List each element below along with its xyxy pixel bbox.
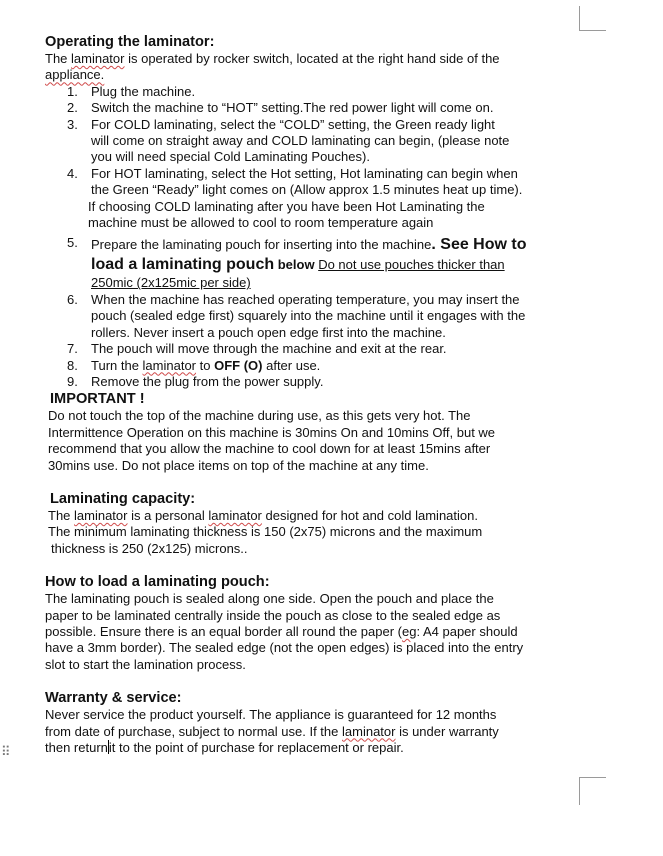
list-item: 5. Prepare the laminating pouch for inserting into the machine. See How to load a laminating pouch below Do not use pouches thicker than 250mic (2x125mic per side) xyxy=(67,235,527,291)
warranty-heading: Warranty & service: xyxy=(45,690,182,707)
list-item: 7. The pouch will move through the machine and exit at the rear. xyxy=(67,341,447,357)
crop-mark-top-right-horizontal xyxy=(579,30,606,31)
capacity-text: The laminator is a personal laminator designed for hot and cold lamination. The minimum laminating thickness is 150 (2x75) microns and the maximum thickness is 250 (2x125) microns.. xyxy=(48,507,483,556)
operating-intro-cont: appliance. xyxy=(45,67,105,83)
list-item: 4. For HOT laminating, select the Hot setting, Hot laminating can begin when the Green “Ready” light comes on (Allow approx 1.5 minutes heat up time). If choosing COLD laminating after you have been Hot Laminating the machine must be allowed to cool to room temperature again xyxy=(67,165,523,231)
list-item: 3. For COLD laminating, select the “COLD” setting, the Green ready light will come on straight away and COLD laminating can begin, (please note you will need special Cold Laminating Pouches). xyxy=(67,116,510,165)
crop-mark-bottom-right-horizontal xyxy=(579,777,606,778)
drag-handle-icon[interactable]: ⠿ xyxy=(1,744,9,759)
list-item: 6. When the machine has reached operating temperature, you may insert the pouch (sealed edge first) squarely into the machine until it engages with the rollers. Never insert a pouch open edge first into the machine. xyxy=(67,291,526,340)
list-item: 9. Remove the plug from the power supply. xyxy=(67,373,324,389)
load-text: The laminating pouch is sealed along one side. Open the pouch and place the paper to be laminated centrally inside the pouch as close to the sealed edge as possible. Ensure there is an equal border all round the paper (eg: A4 paper should have a 3mm border). The sealed edge (not the open edges) is placed into the entry slot to start the lamination process. xyxy=(45,591,524,672)
crop-mark-bottom-right-vertical xyxy=(579,777,580,805)
crop-mark-top-right-vertical xyxy=(579,6,580,30)
document-page[interactable] xyxy=(45,33,585,756)
operating-heading: Operating the laminator: xyxy=(45,34,215,50)
warranty-text: Never service the product yourself. The appliance is guaranteed for 12 months from date of purchase, subject to normal use. If the laminator is under warranty then returnit to the point of purchase for replacement or repair. xyxy=(45,707,499,755)
load-heading: How to load a laminating pouch: xyxy=(45,574,270,591)
operating-intro: The laminator is operated by rocker switch, located at the right hand side of the xyxy=(45,51,500,66)
list-item: 2. Switch the machine to “HOT” setting.The red power light will come on. xyxy=(67,100,494,116)
important-text: Do not touch the top of the machine during use, as this gets very hot. The Intermittence Operation on this machine is 30mins On and 10mins Off, but we recommend that you allow the machine to cool down for at least 15mins after 30mins use. Do not place items on top of the machine at any time. xyxy=(48,408,496,473)
list-item: 1. Plug the machine. xyxy=(67,83,196,99)
operating-steps-list xyxy=(45,84,585,391)
list-item: 8. Turn the laminator to OFF (O) after use. xyxy=(67,357,321,373)
capacity-heading: Laminating capacity: xyxy=(50,490,196,507)
important-heading: IMPORTANT ! xyxy=(50,391,145,408)
